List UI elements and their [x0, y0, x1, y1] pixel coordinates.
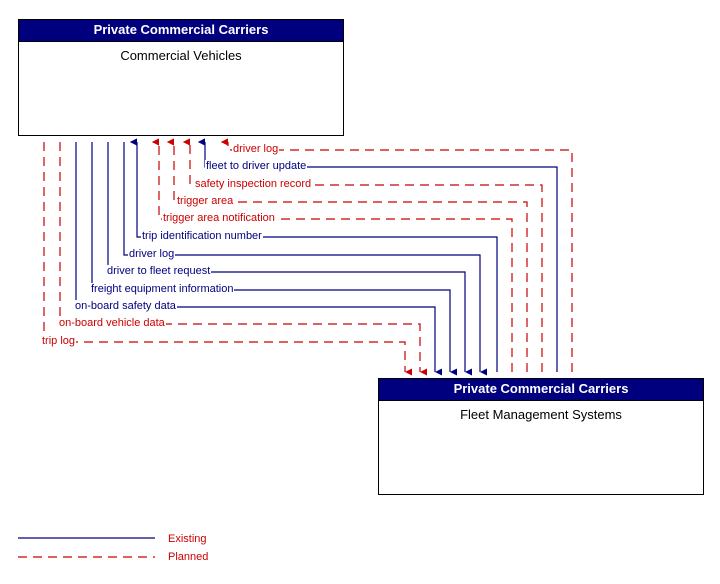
node-fleet-management-systems[interactable]	[378, 378, 704, 495]
flow-path-trigger-area-notification	[159, 142, 512, 372]
node-commercial-vehicles[interactable]	[18, 19, 344, 136]
node-fleet-management-systems-title: Fleet Management Systems	[460, 407, 622, 422]
flow-label-on-board-safety-data: on-board safety data	[75, 300, 176, 312]
flow-path-trip-identification-number	[137, 142, 497, 372]
legend-label-planned: Planned	[168, 551, 209, 563]
flow-path-trigger-area	[174, 142, 527, 372]
flow-label-fleet-to-driver-update: fleet to driver update	[206, 160, 307, 172]
flow-label-driver-to-fleet-request: driver to fleet request	[107, 265, 211, 277]
flow-path-driver-log-down	[124, 142, 480, 372]
node-fleet-management-systems-header: Private Commercial Carriers	[379, 379, 703, 401]
flow-label-trigger-area: trigger area	[177, 195, 234, 207]
flow-label-safety-inspection-record: safety inspection record	[195, 178, 312, 190]
flow-label-driver-log-up: driver log	[233, 143, 279, 155]
flow-label-on-board-vehicle-data: on-board vehicle data	[59, 317, 165, 329]
node-commercial-vehicles-title: Commercial Vehicles	[120, 48, 242, 63]
flow-label-freight-equipment-information: freight equipment information	[91, 283, 234, 295]
flow-path-trip-log	[44, 142, 405, 372]
flow-label-trigger-area-notification: trigger area notification	[163, 212, 275, 224]
flow-label-trip-identification-number: trip identification number	[142, 230, 262, 242]
node-commercial-vehicles-header: Private Commercial Carriers	[19, 20, 343, 42]
flow-label-driver-log-down: driver log	[129, 248, 175, 260]
legend-label-existing: Existing	[168, 533, 207, 545]
flow-label-trip-log: trip log	[42, 335, 76, 347]
flow-path-safety-inspection-record	[190, 142, 542, 372]
flow-path-on-board-vehicle-data	[60, 142, 420, 372]
flow-path-fleet-to-driver-update	[205, 142, 557, 372]
flow-path-driver-log-up	[228, 142, 572, 372]
